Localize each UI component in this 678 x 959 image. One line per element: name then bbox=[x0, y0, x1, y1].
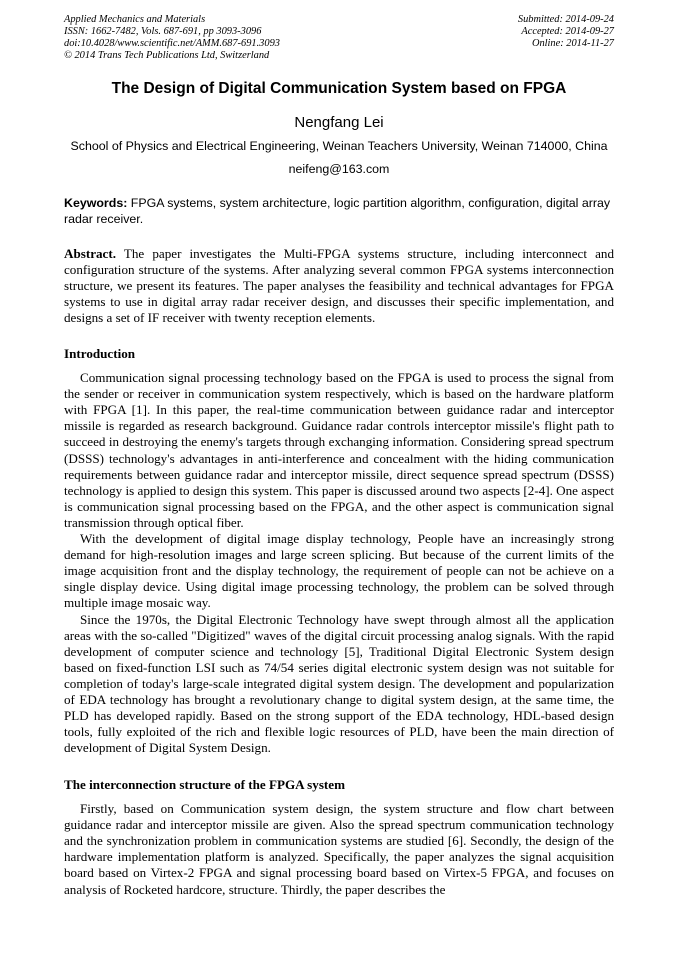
dates bbox=[518, 14, 614, 50]
affiliation: School of Physics and Electrical Engineering, Weinan Teachers University, Weinan 714000, China bbox=[70, 139, 608, 153]
keywords-text: FPGA systems, system architecture, logic partition algorithm, configuration, digital array radar receiver. bbox=[64, 196, 611, 226]
paragraph: Firstly, based on Communication system design, the system structure and flow chart between guidance radar and interceptor missile are given. Also the spread spectrum communication technology and the synchronization problem in communication systems are studied [6]. Secondly, the design of the hardware implementation platform is analyzed. Specifically, the paper analyzes the signal acquisition board based on Virtex-2 FPGA and signal processing board based on Virtex-5 FPGA, and focuses on analysis of Rocketed hardcore, structure. Thirdly, the paper describes the bbox=[64, 801, 614, 897]
issn: ISSN: 1662-7482, Vols. 687-691, pp 3093-3096 bbox=[64, 26, 262, 37]
journal-name: Applied Mechanics and Materials bbox=[64, 14, 206, 25]
section-interconnection bbox=[64, 777, 614, 898]
abstract-label: Abstract. bbox=[64, 246, 116, 261]
submitted-date: Submitted: 2014-09-24 bbox=[517, 14, 614, 25]
paper-title: The Design of Digital Communication System based on FPGA bbox=[111, 80, 567, 97]
journal-info bbox=[64, 14, 280, 62]
keywords-label: Keywords: bbox=[64, 196, 128, 210]
abstract bbox=[64, 246, 614, 326]
online-date: Online: 2014-11-27 bbox=[531, 38, 614, 49]
paragraph: Since the 1970s, the Digital Electronic Technology have swept through almost all the application areas with the so-called "Digitized" waves of the digital circuit processing analog signals. With the rapid development of computer science and technology [5], Traditional Digital Electronic System design based on fixed-function LSI such as 74/54 series digital electronic system design was not suitable for completion of today's large-scale integrated digital system design. The development and popularization of EDA technology has brought a revolutionary change to digital system design, at the same time, the PLD has developed rapidly. Based on the strong support of the EDA technology, HDL-based design tools, fully exploited of the rich and flexible logic resources of PLD, have been the main direction of development of Digital System Design. bbox=[64, 611, 614, 756]
section-introduction bbox=[64, 346, 614, 756]
abstract-text: The paper investigates the Multi-FPGA systems structure, including interconnect and configuration structure of the systems. After analyzing several common FPGA systems interconnection structure, we present its features. The paper analyses the feasibility and technical advantages for FPGA systems to use in digital array radar receiver design, and discusses their specific implementation, and designs a set of IF receiver with twenty reception elements. bbox=[64, 246, 614, 326]
paragraph: With the development of digital image display technology, People have an increasingly strong demand for high-resolution images and large screen splicing. But because of the current limits of the image acquisition front and the display technology, the requirement of people can not be achieve on a single display device. Using digital image processing technology, the problem can be solved through multiple image mosaic way. bbox=[64, 531, 614, 611]
author: Nengfang Lei bbox=[294, 114, 384, 131]
section-heading: Introduction bbox=[64, 346, 136, 361]
copyright: © 2014 Trans Tech Publications Ltd, Switzerland bbox=[64, 50, 270, 61]
section-heading: The interconnection structure of the FPGA system bbox=[64, 777, 345, 792]
email: neifeng@163.com bbox=[288, 162, 390, 176]
keywords bbox=[64, 195, 614, 227]
accepted-date: Accepted: 2014-09-27 bbox=[521, 26, 614, 37]
paragraph: Communication signal processing technology based on the FPGA is used to process the signal from the sender or receiver in communication system respectively, which is based on the hardware platform with FPGA [1]. In this paper, the real-time communication between guidance radar and interceptor missile is regarded as research background. Guidance radar controls interceptor missile's flight path to succeed in destroying the enemy's targets through exchanging information. Considering spread spectrum (DSSS) technology's advantages in anti-interference and concealment with the hiding communication requirements between guidance radar and interceptor missile, direct sequence spread spectrum (DSSS) technology is applied to design this system. This paper is discussed around two aspects [2-4]. One aspect is communication signal processing based on the FPGA, and the other aspect is communication signal transmission through optical fiber. bbox=[64, 370, 614, 530]
doi: doi:10.4028/www.scientific.net/AMM.687-691.3093 bbox=[64, 38, 280, 49]
